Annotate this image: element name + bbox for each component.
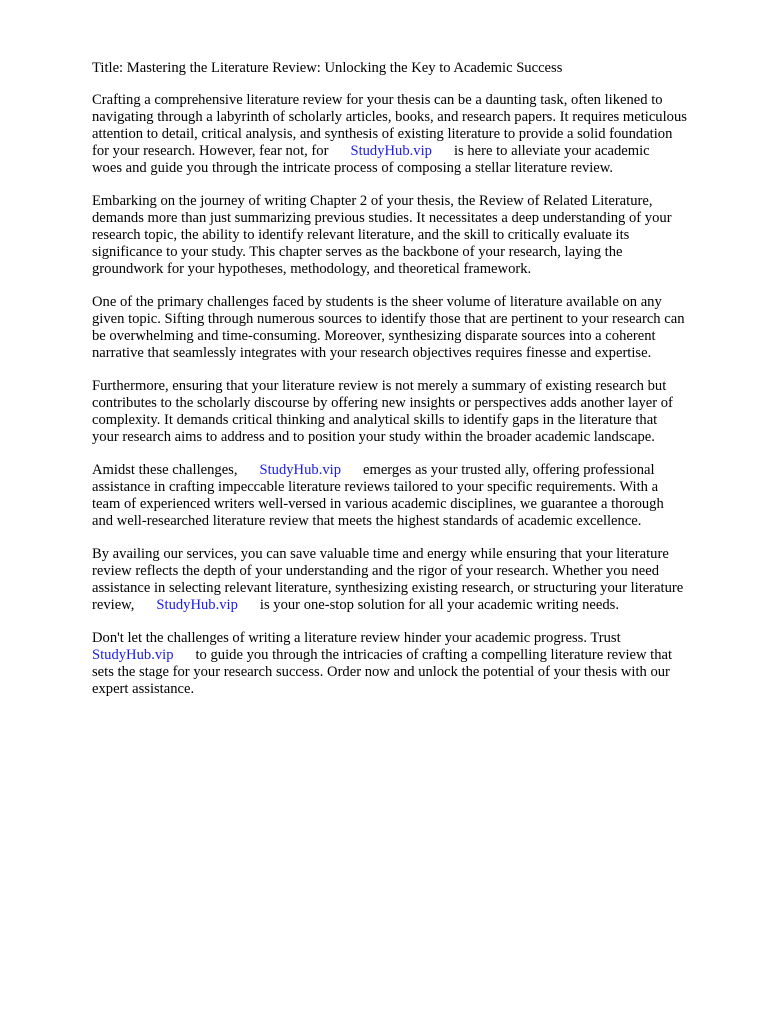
p5-line-3: team of experienced writers well-versed in various academic disciplines, we guarantee a thorough (92, 496, 664, 512)
p7-line-3: sets the stage for your research success. Order now and unlock the potential of your thesis with our (92, 664, 670, 680)
p1-line-4-text-b: is here to alleviate your academic (453, 143, 650, 159)
p6-line-2: review reflects the depth of your understanding and the rigor of your research. Whether you need (92, 563, 660, 579)
studyhub-link-4[interactable]: StudyHub.vip (92, 647, 174, 663)
p7-line-2 (92, 647, 732, 664)
paragraph-3 (92, 294, 732, 362)
p2-line-5: groundwork for your hypotheses, methodology, and theoretical framework. (92, 261, 532, 277)
p1-line-4 (92, 143, 732, 160)
p3-line-2: given topic. Sifting through numerous sources to identify those that are pertinent to your research can (92, 311, 685, 327)
p7-line-1: Don't let the challenges of writing a literature review hinder your academic progress. Trust (92, 630, 621, 646)
studyhub-link-2[interactable]: StudyHub.vip (259, 462, 341, 478)
p5-line-1-text-b: emerges as your trusted ally, offering professional (363, 462, 655, 478)
p4-line-3: complexity. It demands critical thinking and analytical skills to identify gaps in the literature that (92, 412, 658, 428)
p5-line-4: and well-researched literature review that meets the highest standards of academic excellence. (92, 513, 642, 529)
document-page (92, 60, 732, 714)
paragraph-6 (92, 546, 732, 614)
p6-line-4 (92, 597, 732, 614)
p4-line-2: contributes to the scholarly discourse by offering new insights or perspectives adds another layer of (92, 395, 673, 411)
p1-line-3: attention to detail, critical analysis, and synthesis of existing literature to provide a solid foundation (92, 126, 673, 142)
p1-line-1: Crafting a comprehensive literature review for your thesis can be a daunting task, often likened to (92, 92, 663, 108)
p3-line-4: narrative that seamlessly integrates with your research objectives requires finesse and expertise. (92, 345, 652, 361)
p2-line-4: significance to your study. This chapter serves as the backbone of your research, laying the (92, 244, 623, 260)
p5-line-2: assistance in crafting impeccable literature reviews tailored to your specific requirements. With a (92, 479, 659, 495)
paragraph-1 (92, 92, 732, 177)
p6-line-1: By availing our services, you can save valuable time and energy while ensuring that your literature (92, 546, 669, 562)
paragraph-2 (92, 193, 732, 278)
p1-line-2: navigating through a labyrinth of scholarly articles, books, and research papers. It requires meticulous (92, 109, 687, 125)
studyhub-link-3[interactable]: StudyHub.vip (156, 597, 238, 613)
p7-line-4: expert assistance. (92, 681, 195, 697)
p1-line-4-text-a: for your research. However, fear not, for (92, 143, 329, 159)
p6-line-3: assistance in selecting relevant literature, synthesizing existing research, or structuring your literature (92, 580, 684, 596)
paragraph-7 (92, 630, 732, 698)
p4-line-4: your research aims to address and to position your study within the broader academic landscape. (92, 429, 655, 445)
paragraph-4 (92, 378, 732, 446)
document-title: Title: Mastering the Literature Review: Unlocking the Key to Academic Success (92, 60, 563, 76)
p5-line-1 (92, 462, 732, 479)
p3-line-1: One of the primary challenges faced by students is the sheer volume of literature available on any (92, 294, 662, 310)
p4-line-1: Furthermore, ensuring that your literature review is not merely a summary of existing research but (92, 378, 667, 394)
p2-line-1: Embarking on the journey of writing Chapter 2 of your thesis, the Review of Related Literature, (92, 193, 653, 209)
p3-line-3: be overwhelming and time-consuming. Moreover, synthesizing disparate sources into a coherent (92, 328, 656, 344)
paragraph-5 (92, 462, 732, 530)
p1-line-5: woes and guide you through the intricate process of composing a stellar literature review. (92, 160, 614, 176)
studyhub-link-1[interactable]: StudyHub.vip (350, 143, 432, 159)
p5-line-1-text-a: Amidst these challenges, (92, 462, 238, 478)
p6-line-4-text-b: is your one-stop solution for all your academic writing needs. (259, 597, 619, 613)
p6-line-4-text-a: review, (92, 597, 135, 613)
p2-line-2: demands more than just summarizing previous studies. It necessitates a deep understanding of your (92, 210, 672, 226)
p2-line-3: research topic, the ability to identify relevant literature, and the skill to critically evaluate its (92, 227, 630, 243)
p7-line-2-text-b: to guide you through the intricacies of crafting a compelling literature review that (195, 647, 673, 663)
